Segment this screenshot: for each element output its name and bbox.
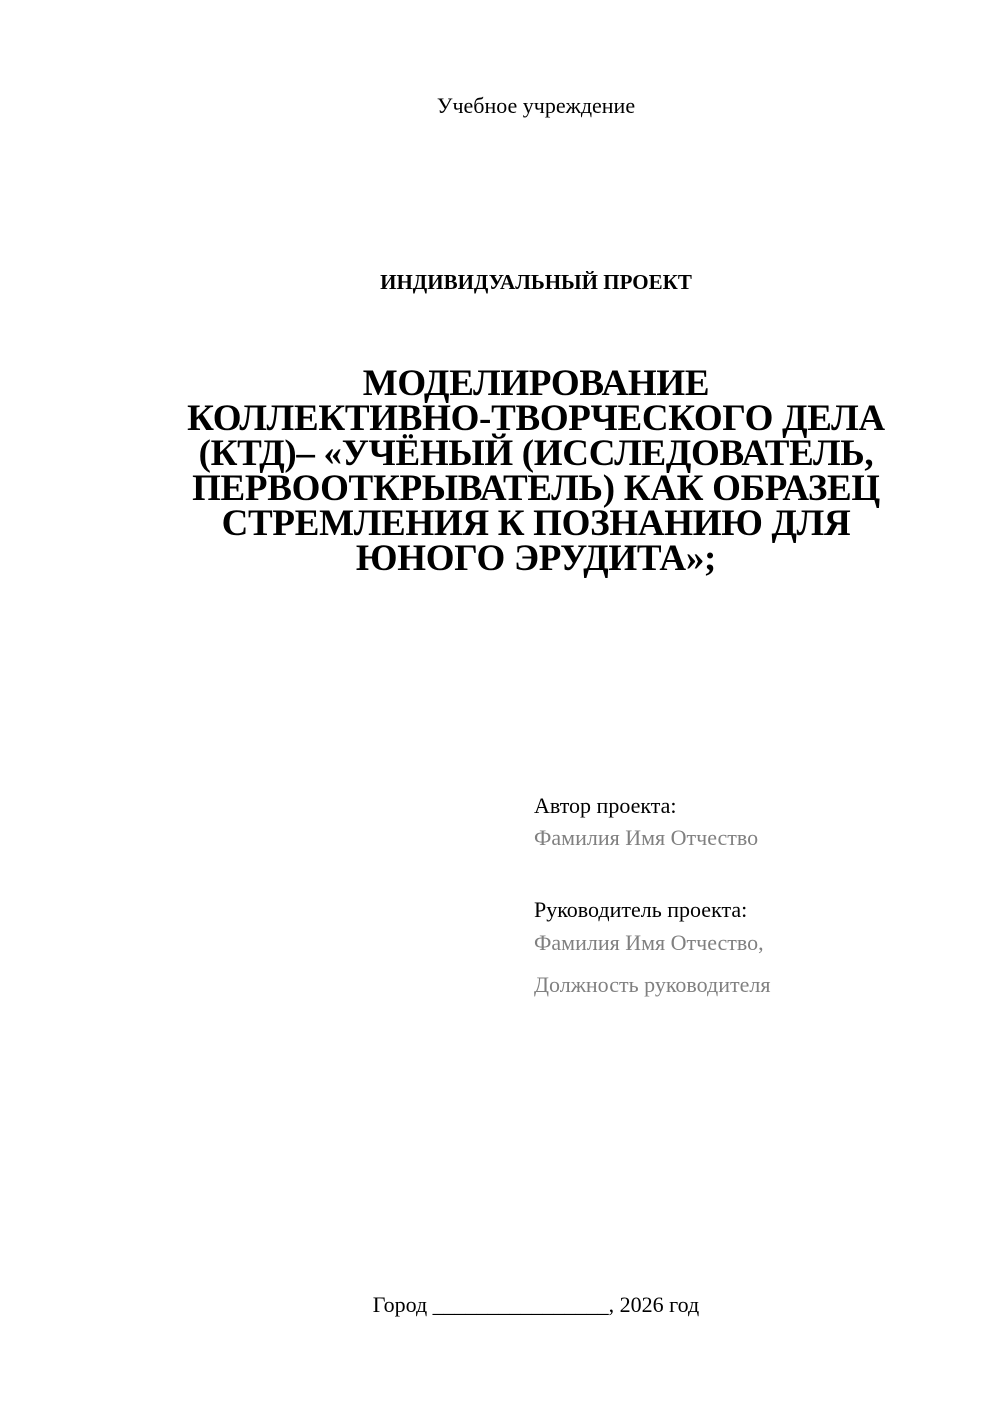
supervisor-position: Должность руководителя [534, 972, 771, 997]
title-line: КОЛЛЕКТИВНО-ТВОРЧЕСКОГО ДЕЛА [187, 398, 885, 439]
project-title [150, 363, 922, 579]
title-line: МОДЕЛИРОВАНИЕ [362, 363, 710, 404]
author-label: Автор проекта: [534, 793, 677, 818]
title-line: ПЕРВООТКРЫВАТЕЛЬ) КАК ОБРАЗЕЦ [192, 468, 880, 509]
title-line: (КТД)– «УЧЁНЫЙ (ИССЛЕДОВАТЕЛЬ, [198, 433, 874, 474]
author-block [534, 790, 758, 854]
title-line: ЮНОГО ЭРУДИТА»; [355, 538, 717, 579]
city-year-line: Город ________________, 2026 год [372, 1292, 700, 1317]
author-name: Фамилия Имя Отчество [534, 825, 759, 850]
supervisor-block [534, 894, 770, 1006]
institution-name: Учебное учреждение [436, 93, 636, 118]
document-type: ИНДИВИДУАЛЬНЫЙ ПРОЕКТ [380, 270, 692, 294]
title-line: СТРЕМЛЕНИЯ К ПОЗНАНИЮ ДЛЯ [221, 503, 851, 544]
supervisor-name: Фамилия Имя Отчество, [534, 930, 764, 955]
supervisor-label: Руководитель проекта: [534, 897, 748, 922]
